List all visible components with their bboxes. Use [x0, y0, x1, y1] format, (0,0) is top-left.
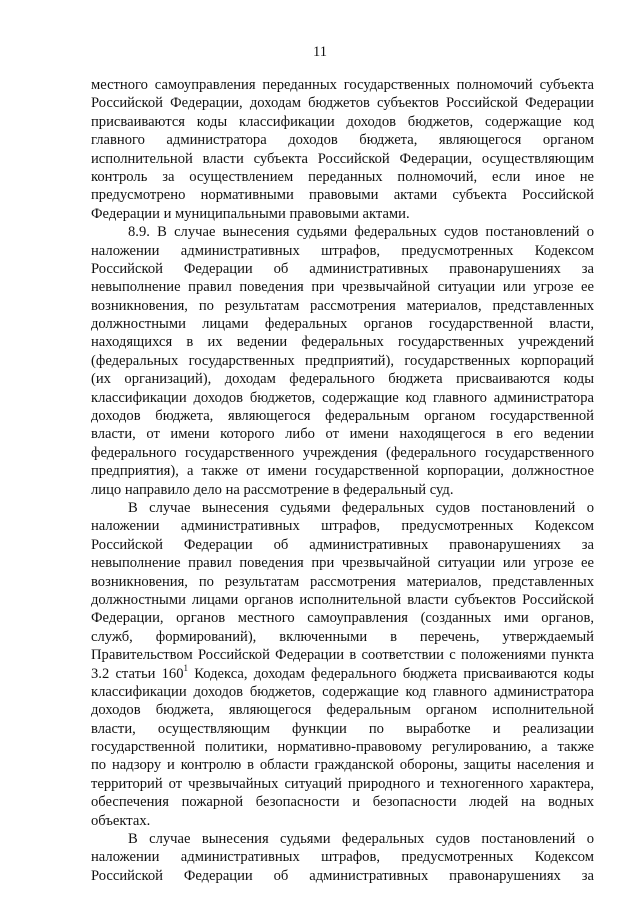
text-line: должностными лицами органов исполнительной власти субъектов Российской [91, 591, 594, 608]
paragraph [91, 499, 594, 830]
text-line: невыполнение правил поведения при чрезвычайной ситуации или угрозе ее [91, 279, 594, 296]
text-line: объектах. [91, 812, 151, 829]
text-line: Российской Федерации об административных правонарушениях за [91, 867, 594, 884]
text-line: главного администратора доходов бюджета, являющегося органом [91, 132, 594, 149]
text-line: (их организаций), доходам федерального бюджета присваиваются коды [91, 371, 594, 388]
text-line: возникновения, по результатам рассмотрения материалов, представленных [91, 297, 594, 314]
text-line: Российской Федерации, доходам бюджетов субъектов Российской Федерации [91, 95, 594, 112]
paragraph [91, 76, 594, 223]
text-line: власти, осуществляющим функции по выработке и реализации [91, 720, 594, 737]
text-line: присваиваются коды классификации доходов бюджетов, содержащие код [91, 113, 594, 130]
text-line: местного самоуправления переданных государственных полномочий субъекта [91, 77, 594, 93]
text-line: лицо направило дело на рассмотрение в федеральный суд. [91, 481, 454, 498]
text-line: Правительством Российской Федерации в соответствии с положениями пункта [91, 647, 594, 664]
text-line: Российской Федерации об административных правонарушениях за [91, 536, 594, 553]
text-line: (федеральных государственных предприятий), государственных корпораций [91, 352, 594, 369]
document-body [91, 76, 594, 885]
text-line: должностными лицами федеральных органов государственной власти, [91, 316, 594, 333]
text-line: В случае вынесения судьями федеральных судов постановлений о [128, 499, 594, 516]
text-line: по надзору и контролю в области гражданской обороны, защиты населения и [91, 757, 594, 774]
text-line: Федерации, органов местного самоуправления (созданных ими органов, [91, 610, 594, 627]
text-line: Федерации и муниципальными правовыми актами. [91, 205, 410, 222]
text-line: Российской Федерации об административных правонарушениях за [91, 260, 594, 277]
text-line: контроль за осуществлением переданных полномочий, если иное не [91, 168, 594, 185]
text-line: территорий от чрезвычайных ситуаций природного и техногенного характера, [91, 775, 594, 792]
paragraph [91, 830, 594, 885]
text-line: возникновения, по результатам рассмотрения материалов, представленных [91, 573, 594, 590]
text-line: доходов бюджета, являющегося федеральным органом исполнительной [91, 702, 594, 719]
text-line: доходов бюджета, являющегося федеральным органом государственной [91, 408, 594, 425]
text-line: наложении административных штрафов, предусмотренных Кодексом [91, 518, 594, 535]
text-line: классификации доходов бюджетов, содержащие код главного администратора [91, 389, 594, 406]
text-line: обеспечения пожарной безопасности и безопасности людей на водных [91, 794, 594, 811]
text-line: федерального государственного учреждения (федерального государственного [91, 444, 594, 461]
text-line: предусмотрено нормативными правовыми актами субъекта Российской [91, 187, 594, 204]
text-line: 3.2 статьи $160^1$ Кодекса, доходам федерального бюджета присваиваются коды [91, 662, 595, 682]
text-line: наложении административных штрафов, предусмотренных Кодексом [91, 849, 594, 866]
text-line: предприятия), а также от имени государственной корпорации, должностное [91, 463, 594, 480]
text-line: находящихся в их ведении федеральных государственных учреждений [91, 334, 594, 351]
text-line: наложении административных штрафов, предусмотренных Кодексом [91, 242, 594, 259]
text-line: исполнительной власти субъекта Российской Федерации, осуществляющим [91, 150, 594, 167]
text-line: классификации доходов бюджетов, содержащие код главного администратора [91, 683, 594, 700]
text-line: 8.9. В случае вынесения судьями федеральных судов постановлений о [128, 224, 594, 241]
text-line: служб, формирований), включенными в перечень, утверждаемый [91, 628, 594, 645]
text-line: невыполнение правил поведения при чрезвычайной ситуации или угрозе ее [91, 555, 594, 572]
page-number: 11 [313, 44, 327, 60]
paragraph [91, 223, 594, 499]
text-line: В случае вынесения судьями федеральных судов постановлений о [128, 831, 594, 848]
text-line: власти, от имени которого либо от имени находящегося в его ведении [91, 426, 594, 443]
text-line: государственной политики, нормативно-правовому регулированию, а также [91, 739, 594, 756]
